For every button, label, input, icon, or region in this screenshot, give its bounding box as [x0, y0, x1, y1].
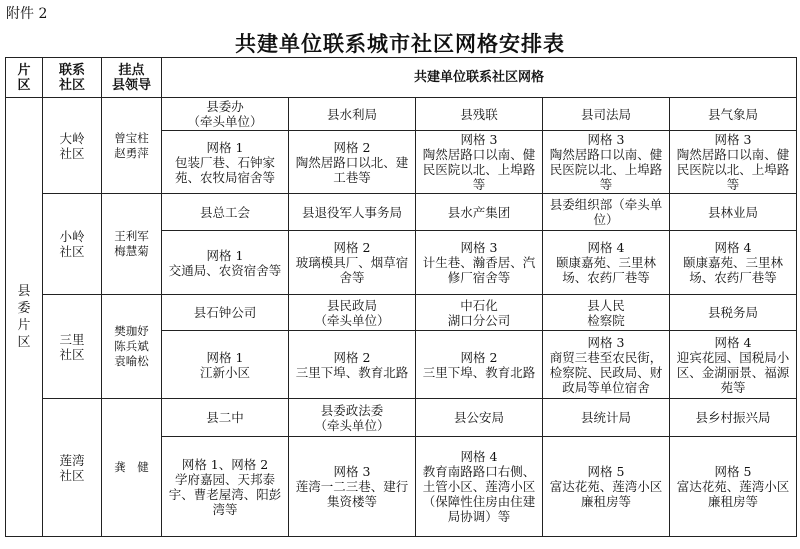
unit-cell: 县民政局 （牵头单位）: [289, 295, 416, 331]
table-row: [6, 98, 797, 131]
grid-cell: 网格 2 三里下埠、教育北路: [289, 331, 416, 399]
unit-cell: 县委组织部（牵头单位）: [543, 194, 670, 231]
table-row: [6, 194, 797, 231]
grid-cell: 网格 3 莲湾一二三巷、建行集资楼等: [289, 437, 416, 537]
unit-cell: 县残联: [416, 98, 543, 131]
page-title: 共建单位联系城市社区网格安排表: [235, 31, 565, 56]
grid-cell: 网格 3 陶然居路口以南、健民医院以北、上埠路等: [416, 131, 543, 194]
leader-names: 王利军 梅慧菊: [102, 194, 162, 295]
table-header-row: [6, 58, 797, 98]
attachment-label: 附件 2: [6, 6, 48, 22]
grid-cell: 网格 3 陶然居路口以南、健民医院以北、上埠路等: [670, 131, 797, 194]
unit-cell: 县总工会: [162, 194, 289, 231]
grid-cell: 网格 1 江新小区: [162, 331, 289, 399]
header-leader: 挂点 县领导: [102, 58, 162, 98]
grid-cell: 网格 1 交通局、农资宿舍等: [162, 231, 289, 295]
table-row: [6, 295, 797, 331]
leader-names: 樊珈妤 陈兵斌 袁喻松: [102, 295, 162, 399]
grid-cell: 网格 3 计生巷、瀚香居、汽修厂宿舍等: [416, 231, 543, 295]
grid-cell: 网格 5 富达花苑、莲湾小区廉租房等: [543, 437, 670, 537]
grid-cell: 网格 4 教育南路路口右侧、土管小区、莲湾小区（保障性住房由住建局协调）等: [416, 437, 543, 537]
header-units: 共建单位联系社区网格: [162, 58, 797, 98]
district-cell: 县委片区: [6, 98, 43, 537]
unit-cell: 县石钟公司: [162, 295, 289, 331]
grid-cell: 网格 3 陶然居路口以南、健民医院以北、上埠路等: [543, 131, 670, 194]
grid-cell: 网格 5 富达花苑、莲湾小区廉租房等: [670, 437, 797, 537]
grid-cell: 网格 2 陶然居路口以北、建工巷等: [289, 131, 416, 194]
unit-cell: 县委政法委 （牵头单位）: [289, 399, 416, 437]
unit-cell: 县退役军人事务局: [289, 194, 416, 231]
leader-names: 龚 健: [102, 399, 162, 537]
grid-cell: 网格 2 玻璃模具厂、烟草宿舍等: [289, 231, 416, 295]
unit-cell: 中石化 湖口分公司: [416, 295, 543, 331]
unit-cell: 县水产集团: [416, 194, 543, 231]
grid-cell: 网格 4 颐康嘉苑、三里林场、农药厂巷等: [670, 231, 797, 295]
community-name: 小岭 社区: [43, 194, 102, 295]
unit-cell: 县气象局: [670, 98, 797, 131]
community-name: 三里 社区: [43, 295, 102, 399]
unit-cell: 县公安局: [416, 399, 543, 437]
grid-cell: 网格 4 颐康嘉苑、三里林场、农药厂巷等: [543, 231, 670, 295]
unit-cell: 县税务局: [670, 295, 797, 331]
unit-cell: 县统计局: [543, 399, 670, 437]
header-community: 联系 社区: [43, 58, 102, 98]
unit-cell: 县林业局: [670, 194, 797, 231]
grid-cell: 网格 4 迎宾花园、国税局小区、金湖丽景、福源苑等: [670, 331, 797, 399]
table-row: [6, 399, 797, 437]
grid-cell: 网格 3 商贸三巷至农民街，检察院、民政局、财政局等单位宿舍: [543, 331, 670, 399]
community-name: 莲湾 社区: [43, 399, 102, 537]
grid-cell: 网格 1 包装厂巷、石钟家苑、农牧局宿舍等: [162, 131, 289, 194]
unit-cell: 县人民 检察院: [543, 295, 670, 331]
unit-cell: 县司法局: [543, 98, 670, 131]
grid-assignment-table: [5, 57, 797, 537]
unit-cell: 县二中: [162, 399, 289, 437]
unit-cell: 县委办 （牵头单位）: [162, 98, 289, 131]
unit-cell: 县水利局: [289, 98, 416, 131]
header-district: 片 区: [6, 58, 43, 98]
grid-cell: 网格 2 三里下埠、教育北路: [416, 331, 543, 399]
leader-names: 曾宝柱 赵勇萍: [102, 98, 162, 194]
community-name: 大岭 社区: [43, 98, 102, 194]
unit-cell: 县乡村振兴局: [670, 399, 797, 437]
grid-cell: 网格 1、网格 2 学府嘉园、天邦泰宇、曹老屋湾、阳彭湾等: [162, 437, 289, 537]
